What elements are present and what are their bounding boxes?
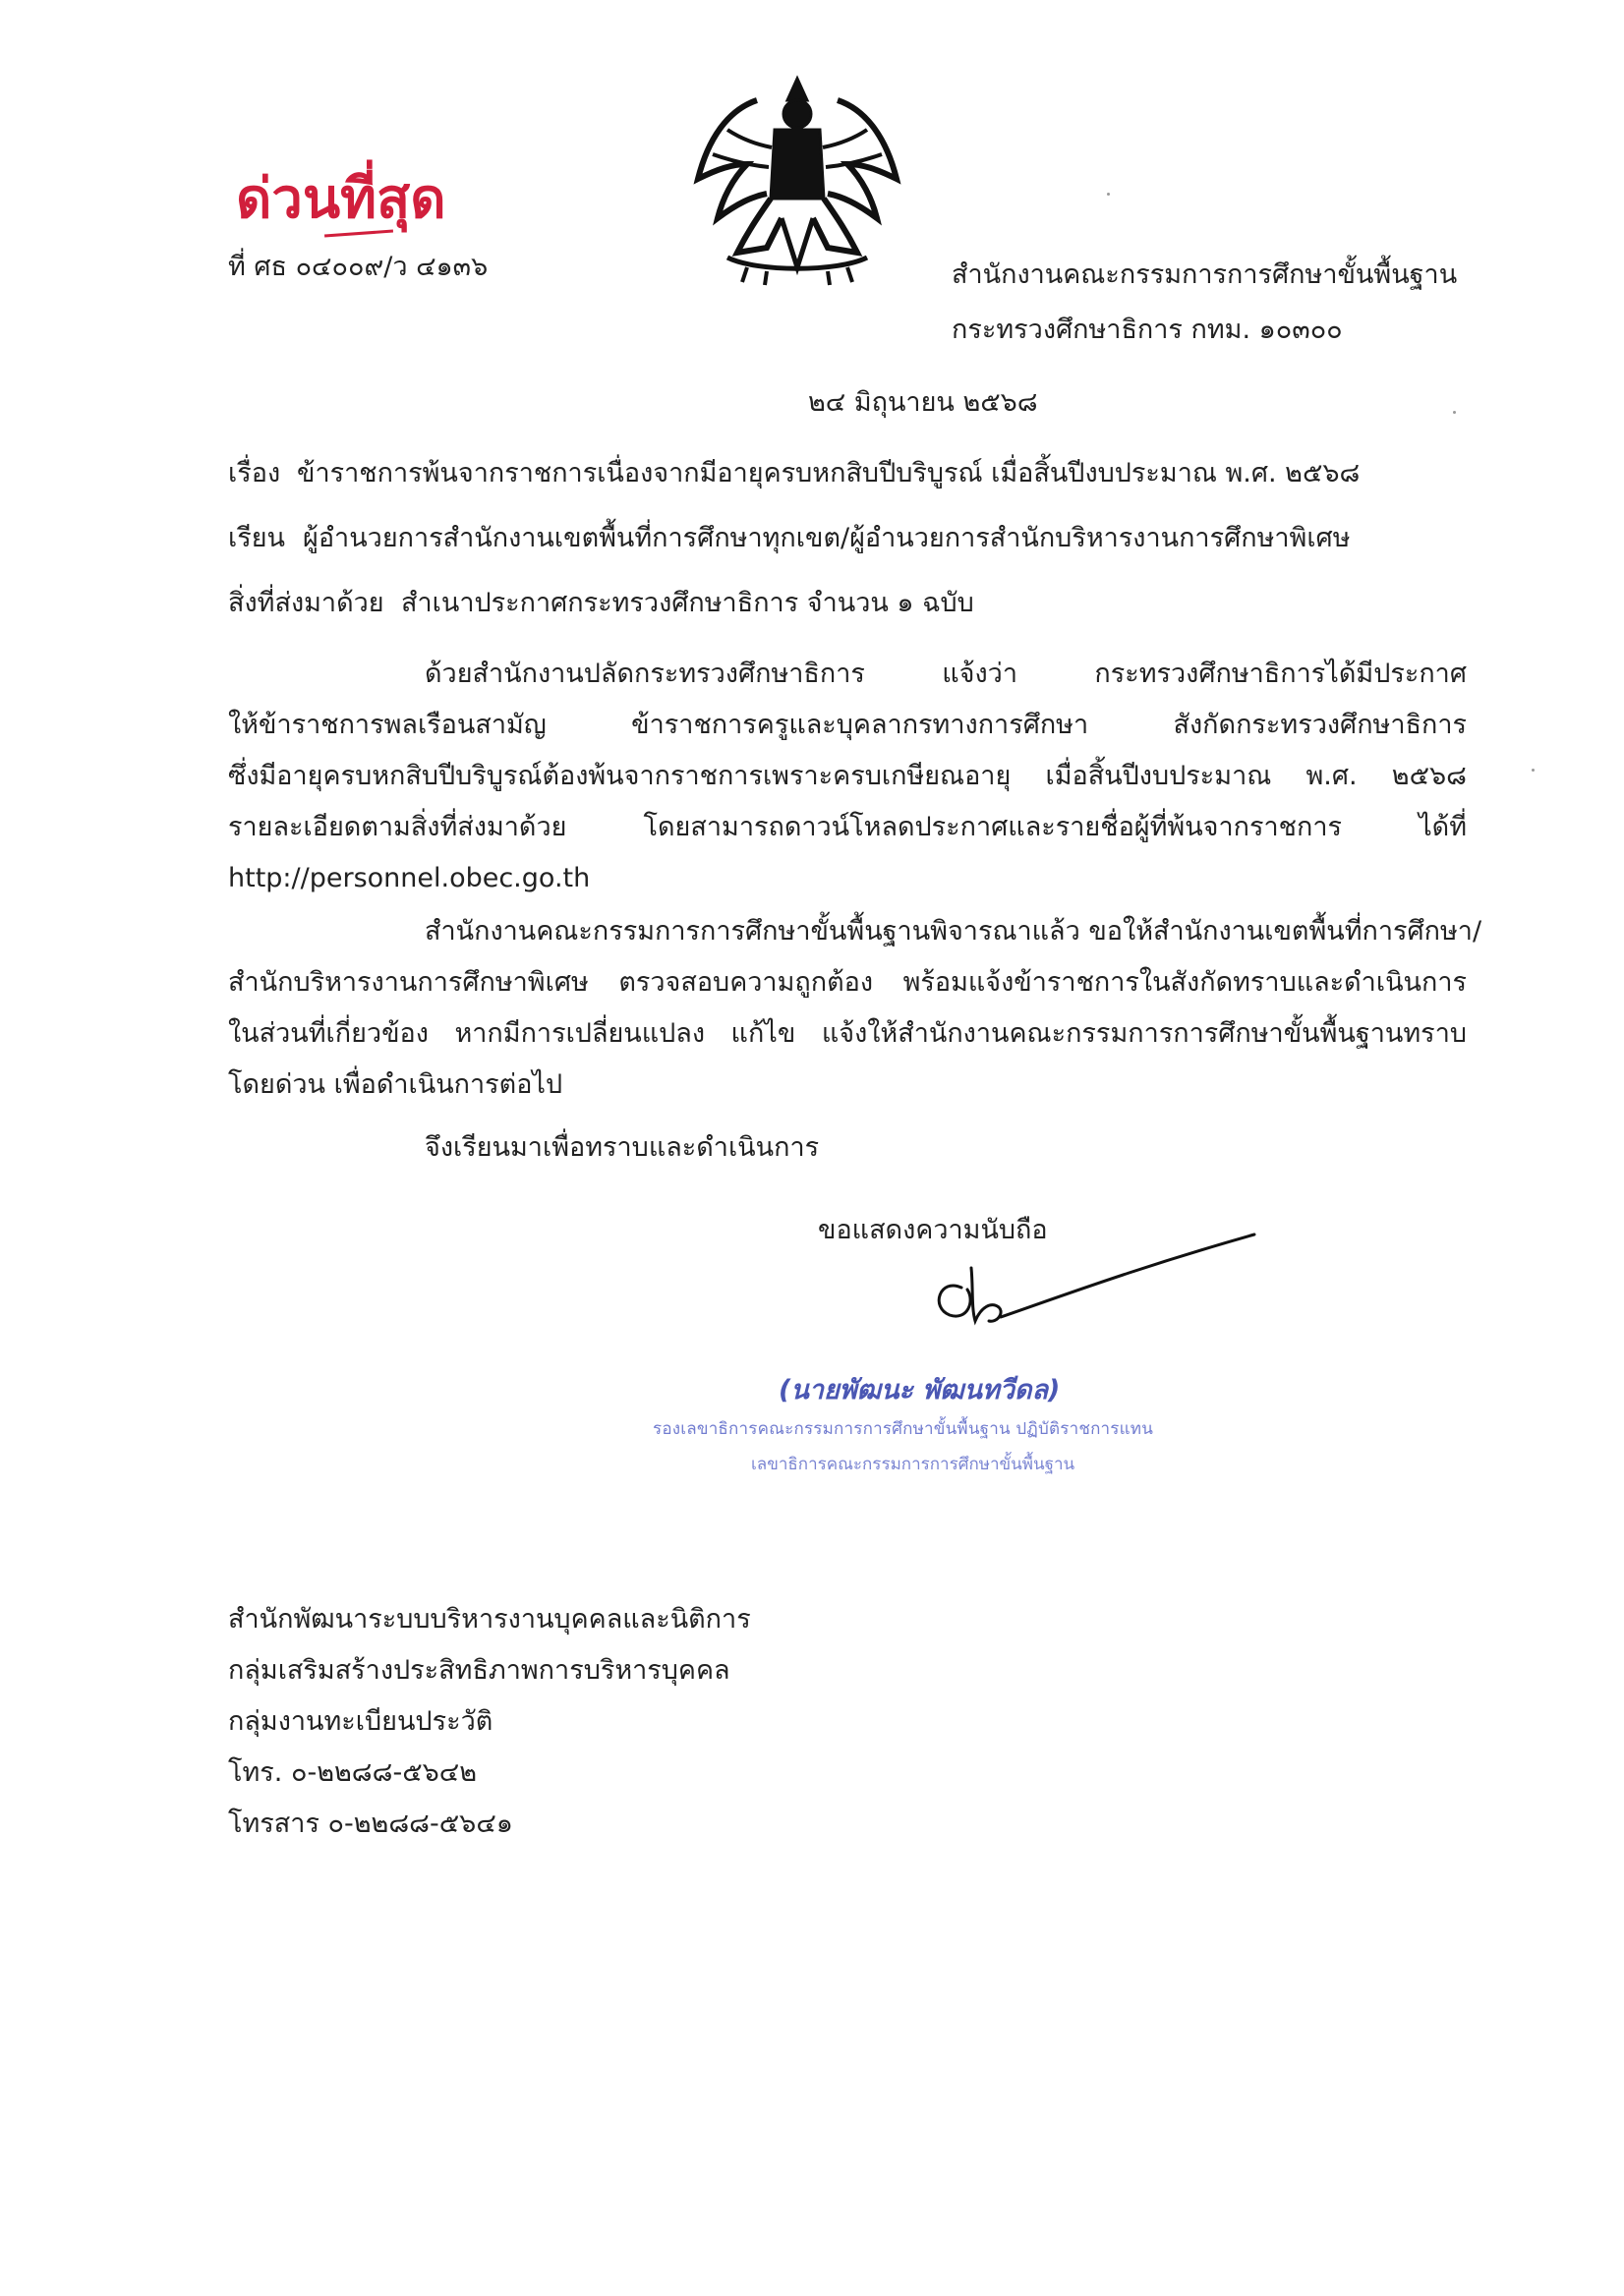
garuda-emblem-icon	[688, 71, 906, 289]
regards-text: ขอแสดงความนับถือ	[818, 1215, 1048, 1245]
signer-position-stamp-2: เลขาธิการคณะกรรมการการศึกษาขั้นพื้นฐาน	[751, 1455, 1075, 1474]
contact-phone: โทร. ๐-๒๒๘๘-๕๖๔๒	[228, 1757, 477, 1788]
closing-sentence: จึงเรียนมาเพื่อทราบและดำเนินการ	[425, 1132, 820, 1163]
personnel-link[interactable]: http://personnel.obec.go.th	[228, 863, 591, 893]
recipient-label: เรียน	[228, 523, 286, 553]
recipient-text: ผู้อำนวยการสำนักงานเขตพื้นที่การศึกษาทุกเขต/ผู้อำนวยการสำนักบริหารงานการศึกษาพิเศษ	[303, 523, 1351, 553]
paragraph-line: ให้ข้าราชการพลเรือนสามัญ ข้าราชการครูและบุคลากรทางการศึกษา สังกัดกระทรวงศึกษาธิการ	[228, 710, 1467, 740]
paragraph-line: รายละเอียดตามสิ่งที่ส่งมาด้วย โดยสามารถดาวน์โหลดประกาศและรายชื่อผู้ที่พ้นจากราชการ ได้ที่	[228, 812, 1467, 842]
paragraph-line: ซึ่งมีอายุครบหกสิบปีบริบูรณ์ต้องพ้นจากราชการเพราะครบเกษียณอายุ เมื่อสิ้นปีงบประมาณ พ.ศ. ๒๕๖๘	[228, 761, 1467, 791]
body-paragraph-2	[228, 906, 1482, 1111]
contact-department: สำนักพัฒนาระบบบริหารงานบุคคลและนิติการ	[228, 1604, 751, 1635]
subject-text: ข้าราชการพ้นจากราชการเนื่องจากมีอายุครบหกสิบปีบริบูรณ์ เมื่อสิ้นปีงบประมาณ พ.ศ. ๒๕๖๘	[297, 458, 1361, 488]
reference-number: ที่ ศธ ๐๔๐๐๙/ว ๔๑๓๖	[228, 252, 489, 282]
paragraph-line: โดยด่วน เพื่อดำเนินการต่อไป	[228, 1069, 563, 1100]
body-paragraph-1	[228, 649, 1467, 904]
enclosure-text: สำเนาประกาศกระทรวงศึกษาธิการ จำนวน ๑ ฉบับ	[401, 588, 974, 618]
urgency-mark: ด่วนที่สุด	[236, 167, 446, 231]
contact-subgroup: กลุ่มงานทะเบียนประวัติ	[228, 1706, 493, 1737]
scan-speck	[1453, 411, 1456, 414]
issuing-office-address: กระทรวงศึกษาธิการ กทม. ๑๐๓๐๐	[952, 315, 1343, 345]
paragraph-line: สำนักงานคณะกรรมการการศึกษาขั้นพื้นฐานพิจารณาแล้ว ขอให้สำนักงานเขตพื้นที่การศึกษา/	[425, 916, 1482, 947]
subject-label: เรื่อง	[228, 458, 281, 488]
paragraph-line: ในส่วนที่เกี่ยวข้อง หากมีการเปลี่ยนแปลง แก้ไข แจ้งให้สำนักงานคณะกรรมการการศึกษาขั้นพื้นฐานทราบ	[228, 1018, 1467, 1049]
enclosure-label: สิ่งที่ส่งมาด้วย	[228, 588, 384, 618]
contact-group: กลุ่มเสริมสร้างประสิทธิภาพการบริหารบุคคล	[228, 1655, 730, 1686]
scan-speck	[1532, 769, 1535, 772]
paragraph-line: สำนักบริหารงานการศึกษาพิเศษ ตรวจสอบความถูกต้อง พร้อมแจ้งข้าราชการในสังกัดทราบและดำเนินการ	[228, 967, 1467, 998]
contact-fax: โทรสาร ๐-๒๒๘๘-๕๖๔๑	[228, 1808, 513, 1839]
paragraph-line: ด้วยสำนักงานปลัดกระทรวงศึกษาธิการ แจ้งว่า กระทรวงศึกษาธิการได้มีประกาศ	[425, 659, 1467, 689]
signer-name: (นายพัฒนะ พัฒนทวีดล)	[779, 1375, 1061, 1406]
scan-speck	[1107, 193, 1110, 196]
handwritten-signature-icon	[910, 1219, 1264, 1347]
issuing-office: สำนักงานคณะกรรมการการศึกษาขั้นพื้นฐาน	[952, 259, 1458, 290]
contact-block	[228, 1594, 751, 1850]
document-date: ๒๔ มิถุนายน ๒๕๖๘	[808, 387, 1038, 418]
signer-position-stamp: รองเลขาธิการคณะกรรมการการศึกษาขั้นพื้นฐาน ปฏิบัติราชการแทน	[653, 1419, 1154, 1439]
